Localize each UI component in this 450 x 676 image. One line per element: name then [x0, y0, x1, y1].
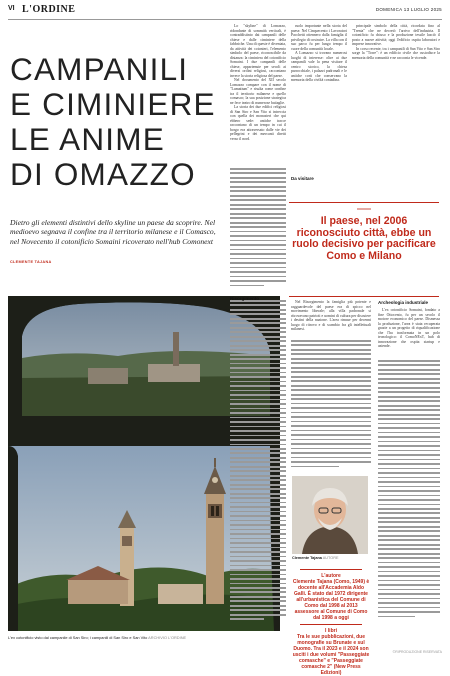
body-column-3: [352, 24, 440, 196]
article-title: [10, 52, 220, 192]
section-heading: Archeologia industriale: [378, 300, 429, 305]
body-paragraph: principale simbolo della città, ricordata fino al "Trenta" che ne decretò l'arrivo dell'industria. Il cotonificio fu chiuso e la produzione tessile lasciò il posto a nuove attività; oggi l'edificio ospita laboratori e imprese innovative.: [352, 24, 440, 46]
pull-quote-rule: [289, 296, 439, 297]
title-line: E CIMINIERE: [10, 86, 216, 122]
body-paragraph: In corso recente, tra i campanili di San Vito e San Siro sorge la "Torre": è un edificio civile che custodisce la memoria della comunità e ne racconta le vicende.: [352, 46, 440, 60]
divider: [300, 569, 362, 570]
avatar: [292, 476, 368, 554]
body-paragraph: Nel documento del XII secolo Lomazzo compare con il nome di "Lumatium" e risulta come confine tra il territorio milanese e quello comasco; la sua posizione strategica ne fece teatro di numerose battaglie.: [230, 78, 286, 105]
title-line: LE ANIME: [10, 121, 165, 157]
body-paragraph: La storia dei due edifici religiosi di San Siro e San Vito si intreccia con quella dei monasteri che qui ebbero sede: antiche tracce raccontano di un tempo in cui il borgo era attraversato dalle vie dei pellegrini e dei mercanti diretti verso il nord.: [230, 105, 286, 141]
photo-credit: ARCHIVIO L'ORDINE: [148, 635, 187, 640]
body-paragraph: A Lomazzo si trovano numerosi luoghi di interesse: oltre ai due campanili vale la pena visitare il centro storico, la chiesa parrocchiale, i palazzi padronali e le antiche corti che conservano la memoria della civiltà contadina.: [291, 51, 347, 82]
quote-ornament-icon: [356, 206, 372, 212]
pull-quote: [289, 202, 439, 262]
body-paragraph: ruolo importante nella storia del paese. Nel Cinquecento i Lavoratori Pacchetti ottennero dalla famiglia il privilegio di costruire. La villa con il suo parco fu per lungo tempo il cuore della comunità locale.: [291, 24, 347, 51]
body-text-lines: [230, 168, 286, 290]
pull-quote-text: Il paese, nel 2006 riconosciuto città, ebbe un ruolo decisivo per pacificare Como e Milano: [292, 215, 436, 262]
title-line: DI OMAZZO: [10, 156, 196, 192]
body-text-lines: [291, 340, 371, 470]
issue-date: DOMENICA 13 LUGLIO 2025: [375, 7, 442, 12]
books-heading: I libri: [325, 628, 337, 634]
photo-caption-text: L'ex cotonificio visto dal campanile di San Siro; i campanili di San Siro e San Vito: [8, 635, 148, 640]
copyright-note: ©RIPRODUZIONE RISERVATA: [392, 650, 442, 654]
author-bio: [292, 566, 370, 676]
portrait-caption: [292, 556, 368, 560]
portrait-caption-extra: AUTORE: [322, 556, 339, 560]
divider: [300, 624, 362, 625]
body-paragraph: Nel Risorgimento la famiglia più potente e ragguardevole del paese era di spicco nel movimento liberale; alla villa padronale si ritrovavano patrioti e uomini di cultura per discutere i destini della nazione. L'area rimase per decenni luogo di ritrovo e di scambio fra gli intellettuali milanesi.: [291, 300, 371, 331]
page-number: VI: [8, 5, 15, 12]
books-text: Tra le sue pubblicazioni, due monografie su Brunate e sul Duomo. Tra il 2023 e il 2024 son usciti i due volumi "Passeggiate comasche" e "Passeggiate comasche 2" (New Press Edizioni): [292, 634, 370, 676]
body-text-lines: [230, 300, 286, 630]
author-portrait: [292, 476, 368, 554]
portrait-caption-name: Clemente Tajana: [292, 556, 322, 560]
section-heading: Da visitare: [291, 176, 314, 181]
bio-heading: L'autore: [321, 573, 341, 579]
page-header: [8, 5, 442, 20]
body-column-2: [291, 24, 347, 174]
title-line: CAMPANILI: [10, 51, 189, 87]
article-byline: CLEMENTE TAJANA: [10, 260, 52, 264]
newspaper-logo: L'ORDINE: [22, 4, 76, 15]
photo-caption: [8, 635, 280, 640]
section-heading: Risorgimento: [230, 296, 260, 301]
body-text-lines: [378, 360, 440, 630]
body-paragraph: Lo "skyline" di Lomazzo, ridondante di sommità verticali, è contraddistinto dai campanili delle chiese e dalle ciminiere della fabbriche. Una di queste è diventata, da attività dei cotonieri, l'elemento simbolo del paese, riconoscibile da distanza: la ciminiera del cotonificio Somaini. I due campanili delle chiese, appartenute per secoli ai diversi ordini religiosi, raccontano invece la storia religiosa del paese.: [230, 24, 286, 78]
body-paragraph: L'ex cotonificio Somaini, fondato a fine Ottocento, fu per un secolo il motore economico del paese. Dismessa la produzione, l'area è stata recuperata grazie a un progetto di riqualificazione che l'ha trasformata in un polo tecnologico: il ComoNExT, hub di innovazione che ospita startup e aziende.: [378, 308, 440, 348]
article-dek: Dietro gli elementi distintivi dello skyline un paese da scoprire. Nel medioevo segnava il confine tra il territorio milanese e il Comasco, nel Novecento il cotonificio Somaini ricoverato nell'hub Comonext: [10, 218, 216, 246]
bio-text: Clemente Tajana (Como, 1949) è docente all'Accademia Aldo Galli. È stato dal 1972 dirigente all'urbanistica del Comune di Como dal 1998 al 2013 assessore al Comune di Como dal 1998 a oggi: [292, 579, 370, 621]
